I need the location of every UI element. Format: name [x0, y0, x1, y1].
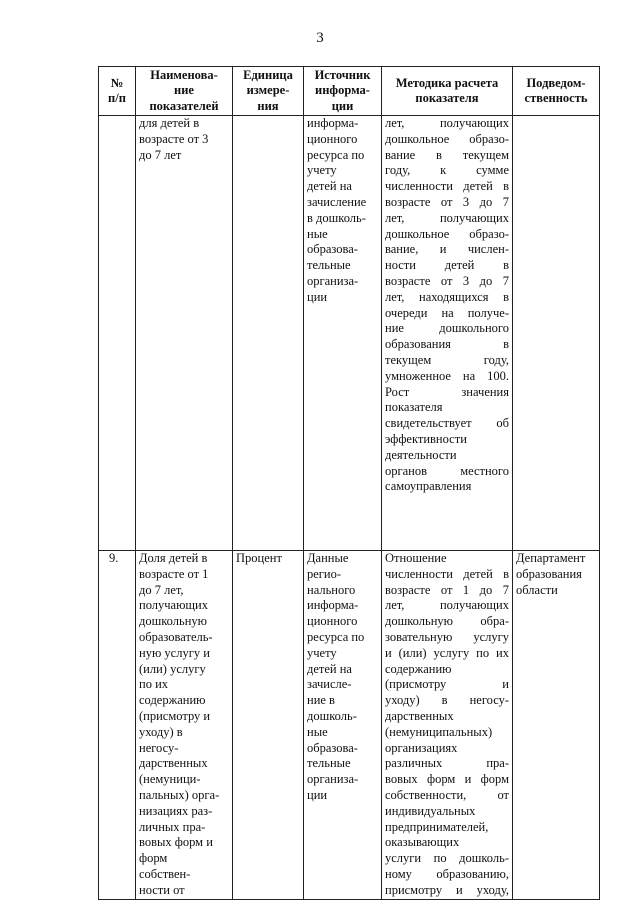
header-method: [382, 67, 513, 116]
text-line: (присмотру и: [139, 708, 211, 723]
text-line: собственности, от: [385, 787, 509, 802]
text-line: уходу) в негосу-: [385, 693, 509, 708]
text-line: собствен-: [139, 866, 191, 881]
text-line: очереди на получе-: [385, 305, 509, 320]
text-line: оказывающих: [385, 835, 460, 850]
text-line: дарственных: [139, 756, 208, 771]
text-line: вовых форм и: [139, 835, 213, 850]
text-line: организациях: [385, 740, 458, 755]
text-line: нального: [307, 582, 356, 597]
source-cell: [304, 116, 382, 551]
text-line: численности детей в: [385, 566, 509, 581]
page-number: 3: [316, 30, 324, 46]
text-line: личных пра-: [139, 819, 206, 834]
text-line: Отношение: [385, 551, 447, 565]
text-line: в дошколь-: [307, 210, 366, 225]
header-unit: [233, 67, 304, 116]
text-line: Подведом-: [526, 75, 586, 90]
text-line: ные: [307, 226, 328, 241]
header-subordination: [513, 67, 600, 116]
text-line: зачисление: [307, 194, 367, 209]
text-line: ности от: [139, 882, 185, 897]
source-cell: [304, 551, 382, 900]
text-line: (немуници-: [139, 772, 201, 787]
text-line: присмотру и уходу,: [385, 882, 509, 897]
text-line: дошкольное образо-: [385, 131, 509, 146]
unit-cell: [233, 116, 304, 551]
text-line: Процент: [236, 551, 282, 565]
text-line: дарственных: [385, 708, 454, 723]
table-header-row: [99, 67, 600, 116]
table-row: [99, 551, 600, 900]
text-line: дошкольную обра-: [385, 614, 509, 629]
header-number: [99, 67, 136, 116]
text-line: Департамент: [516, 551, 586, 565]
header-indicator-name: [136, 67, 233, 116]
text-line: возрасте от 3 до 7: [385, 194, 509, 209]
text-line: ние дошкольного: [385, 321, 509, 336]
text-line: самоуправления: [385, 479, 472, 494]
text-line: свидетельствует об: [385, 416, 509, 431]
text-line: показателя: [415, 91, 479, 105]
text-line: возрасте от 1: [139, 566, 209, 581]
text-line: (немуниципальных): [385, 724, 493, 739]
text-line: информа-: [307, 598, 359, 613]
text-line: информа-: [315, 83, 370, 98]
text-line: (или) услугу: [139, 661, 206, 676]
text-line: информа-: [307, 116, 359, 130]
text-line: предпринимателей,: [385, 819, 489, 834]
text-line: учету: [307, 163, 337, 178]
text-line: Наименова-: [150, 67, 218, 82]
text-line: детей на: [307, 179, 352, 194]
text-line: п/п: [108, 91, 126, 105]
text-line: вание в текущем: [385, 147, 509, 162]
row-number: 9.: [99, 551, 136, 900]
text-line: Рост значения: [385, 384, 509, 399]
text-line: содержанию: [139, 693, 206, 708]
text-line: ственность: [524, 91, 588, 105]
text-line: до 7 лет: [139, 147, 182, 162]
indicator-name-cell: [136, 116, 233, 551]
unit-cell: [233, 551, 304, 900]
text-line: услуги по дошколь-: [385, 851, 509, 866]
text-line: ности детей в: [385, 258, 509, 273]
text-line: зачисле-: [307, 677, 352, 692]
text-line: Источник: [314, 67, 371, 82]
text-line: показателей: [149, 98, 219, 113]
text-line: лет, находящихся в: [385, 289, 509, 304]
text-line: уходу) в: [139, 724, 183, 739]
text-line: пальных) орга-: [139, 787, 220, 802]
text-line: ции: [331, 98, 354, 113]
text-line: ционного: [307, 131, 358, 146]
text-line: Данные: [307, 551, 349, 565]
text-line: текущем году,: [385, 352, 509, 367]
text-line: организа-: [307, 772, 359, 787]
text-line: умноженное на 100.: [385, 368, 509, 383]
text-line: возрасте от 1 до 7: [385, 582, 509, 597]
text-line: детей на: [307, 661, 352, 676]
text-line: вание, и числен-: [385, 242, 509, 257]
text-line: вовых форм и форм: [385, 772, 509, 787]
text-line: №: [110, 75, 124, 90]
text-line: показателя: [385, 400, 443, 415]
text-line: учету: [307, 645, 337, 660]
text-line: образова-: [307, 740, 358, 755]
text-line: ния: [257, 98, 279, 113]
text-line: ную услугу и: [139, 645, 210, 660]
text-line: измере-: [246, 83, 290, 98]
text-line: лет, получающих: [385, 598, 509, 613]
text-line: до 7 лет,: [139, 582, 184, 597]
text-line: возрасте от 3 до 7: [385, 273, 509, 288]
text-line: деятельности: [385, 447, 457, 462]
text-line: области: [516, 582, 558, 597]
text-line: образования: [516, 566, 582, 581]
text-line: ному образованию,: [385, 866, 509, 881]
text-line: эффективности: [385, 431, 467, 446]
text-line: Доля детей в: [139, 551, 208, 565]
text-line: ции: [307, 787, 328, 802]
text-line: (присмотру и: [385, 677, 509, 692]
text-line: ние: [174, 83, 194, 98]
text-line: образования в: [385, 337, 509, 352]
row-number: [99, 116, 136, 551]
method-cell: [382, 116, 513, 551]
text-line: тельные: [307, 258, 351, 273]
subordination-cell: [513, 551, 600, 900]
text-line: ции: [307, 289, 328, 304]
text-line: организа-: [307, 273, 359, 288]
text-line: Методика расчета: [395, 75, 499, 90]
text-line: тельные: [307, 756, 351, 771]
text-line: возрасте от 3: [139, 131, 209, 146]
subordination-cell: [513, 116, 600, 551]
text-line: году, к сумме: [385, 163, 509, 178]
text-line: зовательную услугу: [385, 629, 509, 644]
text-line: форм: [139, 851, 168, 866]
text-line: ресурса по: [307, 147, 365, 162]
text-line: образова-: [307, 242, 358, 257]
text-line: Единица: [243, 67, 293, 82]
text-line: регио-: [307, 566, 342, 581]
text-line: по их: [139, 677, 169, 692]
text-line: ние в: [307, 693, 335, 708]
method-cell: [382, 551, 513, 900]
text-line: численности детей в: [385, 179, 509, 194]
text-line: органов местного: [385, 463, 509, 478]
text-line: дошкольную: [139, 614, 207, 629]
text-line: получающих: [139, 598, 209, 613]
text-line: образователь-: [139, 629, 213, 644]
text-line: различных пра-: [385, 756, 509, 771]
text-line: дошколь-: [307, 708, 357, 723]
text-line: и (или) услугу по их: [385, 645, 509, 660]
table-row: [99, 116, 600, 551]
text-line: лет, получающих: [385, 116, 509, 130]
header-source: [304, 67, 382, 116]
text-line: низациях раз-: [139, 803, 213, 818]
text-line: индивидуальных: [385, 803, 476, 818]
indicators-table: [98, 66, 600, 900]
text-line: ресурса по: [307, 629, 365, 644]
text-line: ционного: [307, 614, 358, 629]
text-line: негосу-: [139, 740, 179, 755]
text-line: содержанию: [385, 661, 452, 676]
text-line: для детей в: [139, 116, 200, 130]
indicator-name-cell: [136, 551, 233, 900]
text-line: ные: [307, 724, 328, 739]
text-line: дошкольное образо-: [385, 226, 509, 241]
text-line: лет, получающих: [385, 210, 509, 225]
